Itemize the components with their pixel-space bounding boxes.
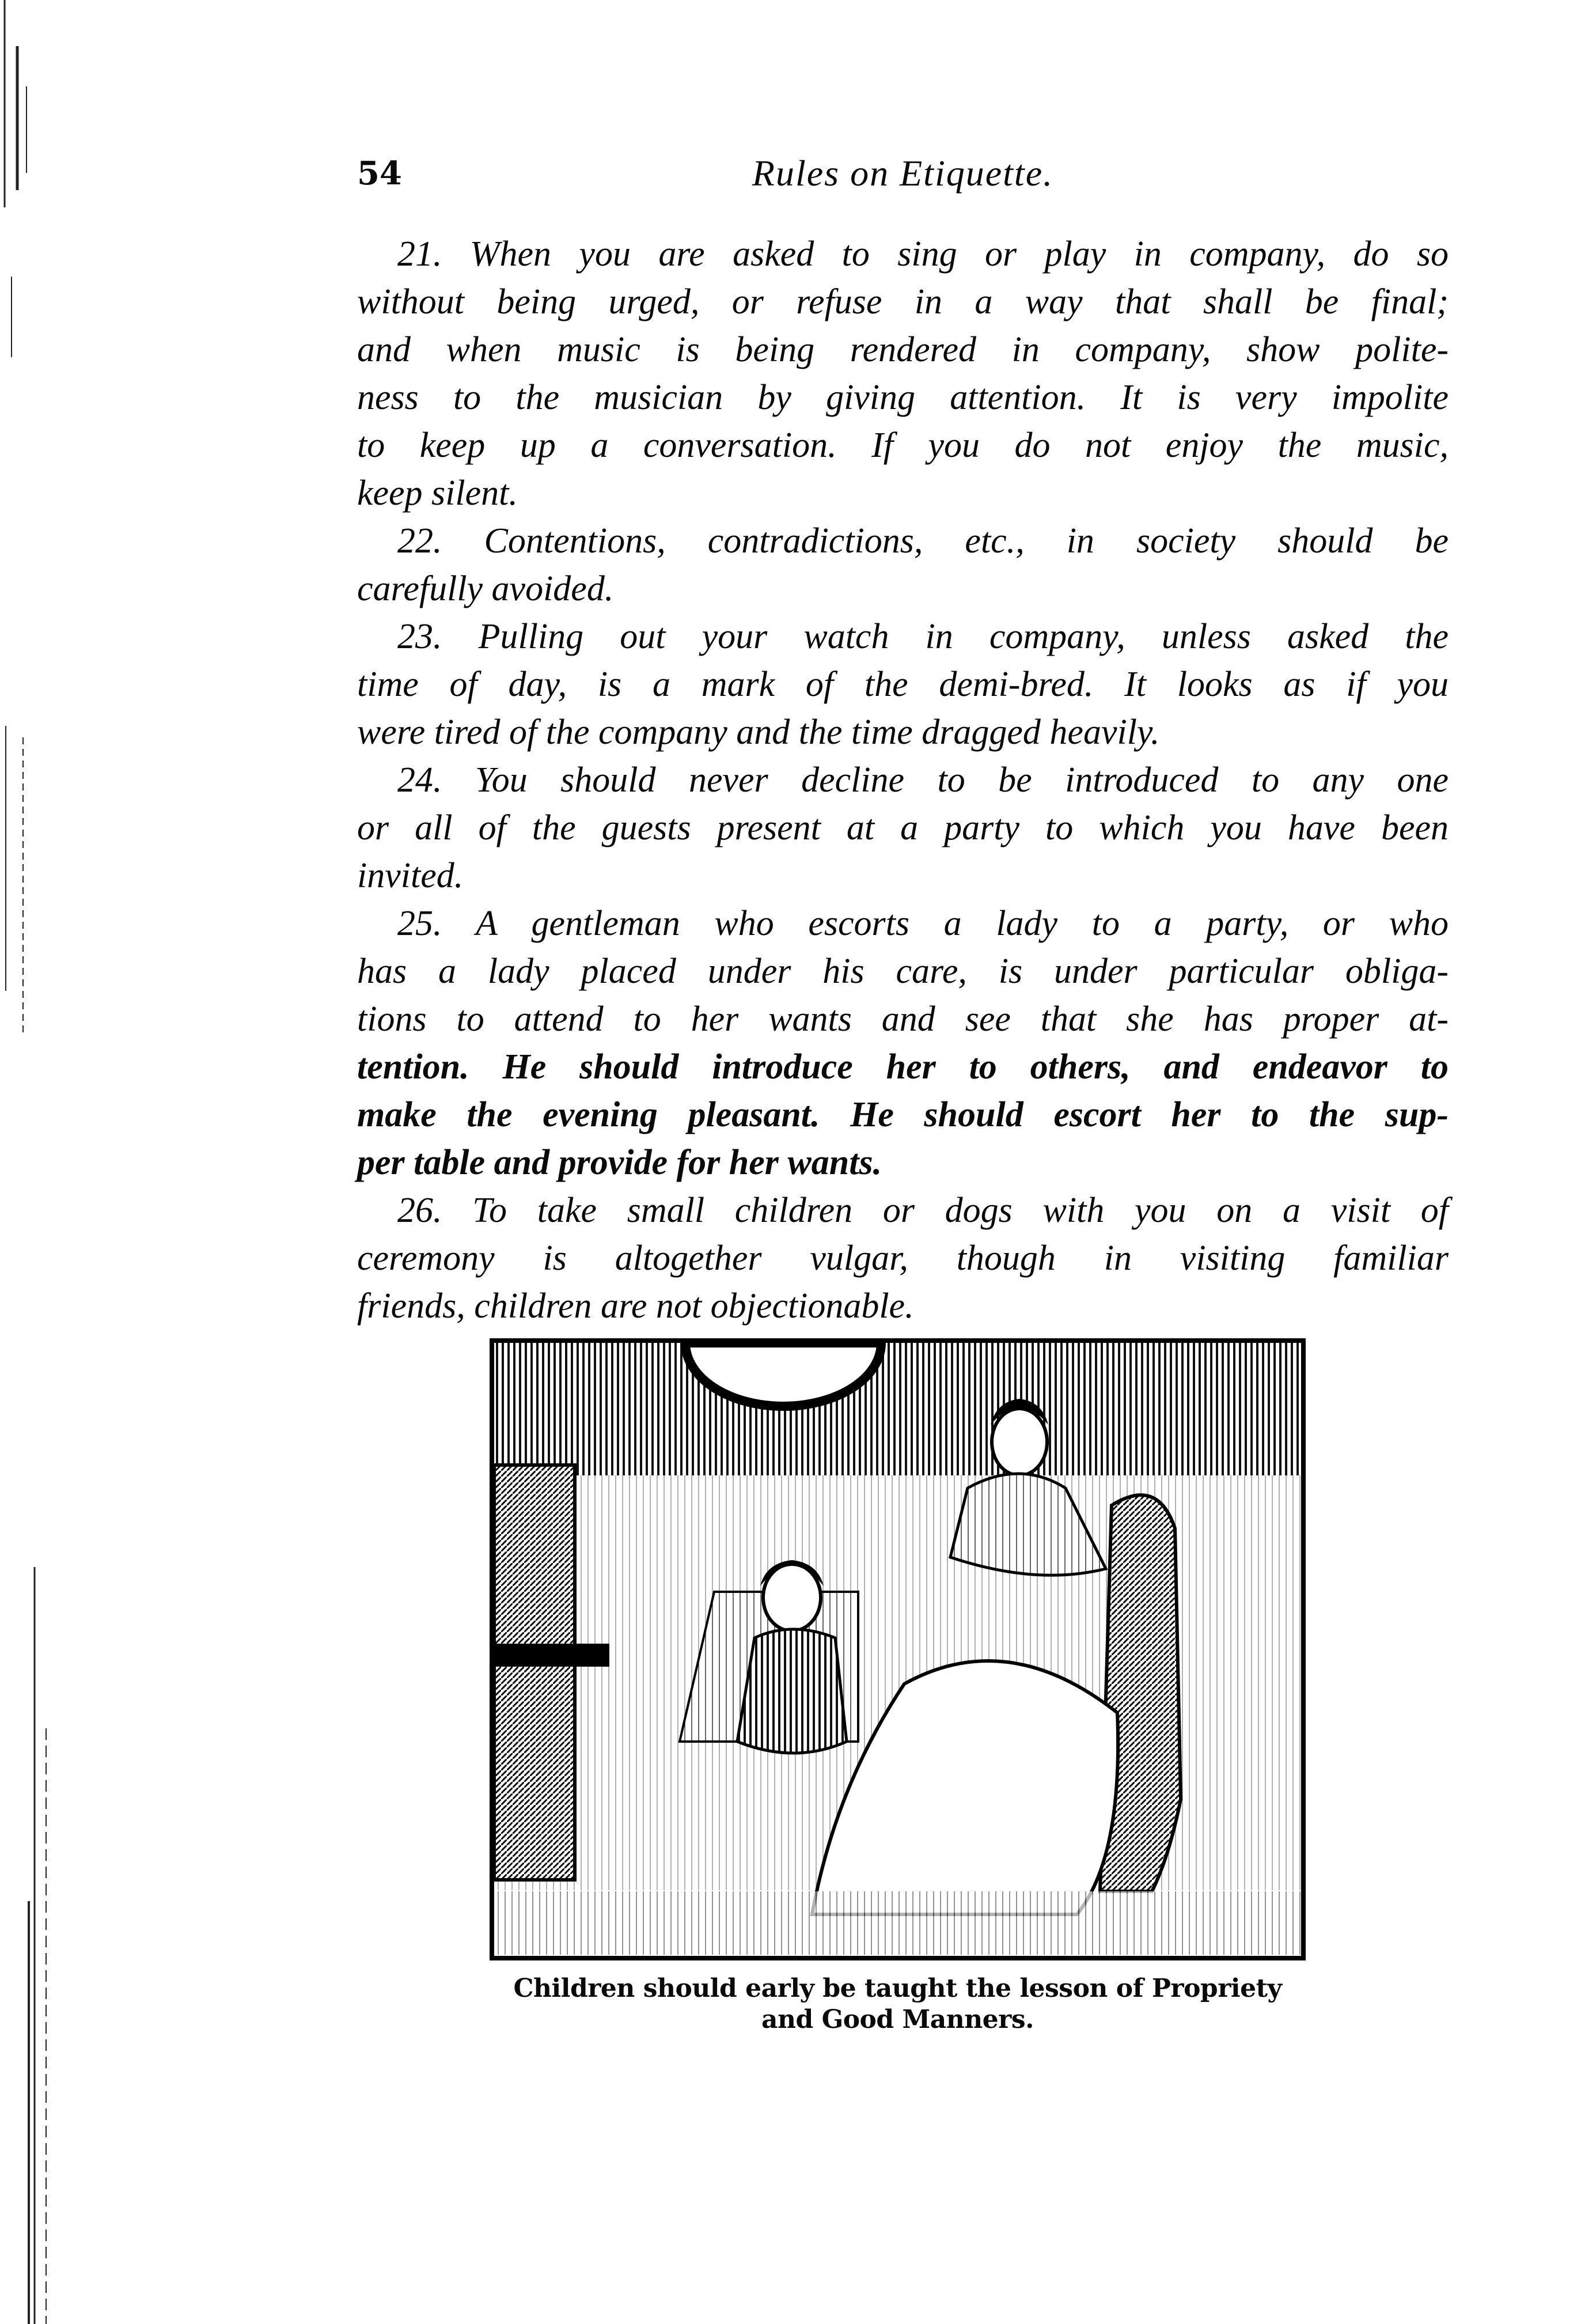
page-header	[357, 154, 1449, 200]
text-line: 24. You should never decline to be introduced to any one	[397, 760, 1449, 800]
paragraph-22	[357, 517, 1449, 613]
text-line: ceremony is altogether vulgar, though in visiting familiar	[357, 1239, 1449, 1278]
text-line: make the evening pleasant. He should escort her to the sup-	[357, 1095, 1449, 1134]
text-line: without being urged, or refuse in a way that shall be final;	[357, 282, 1449, 321]
text-line: invited.	[357, 856, 464, 895]
text-line: to keep up a conversation. If you do not enjoy the music,	[357, 426, 1449, 465]
text-line: 25. A gentleman who escorts a lady to a party, or who	[397, 904, 1449, 943]
child-body	[737, 1629, 847, 1753]
text-line: time of day, is a mark of the demi-bred. It looks as if you	[357, 665, 1449, 704]
figure-caption	[403, 1973, 1392, 2035]
text-line: and when music is being rendered in company, show polite-	[357, 330, 1449, 369]
caption-line: and Good Manners.	[761, 2005, 1034, 2034]
text-line: tention. He should introduce her to others, and endeavor to	[357, 1047, 1449, 1087]
scan-edge-noise	[0, 0, 81, 2324]
paragraph-23	[357, 613, 1449, 756]
body-text	[357, 230, 1449, 1330]
text-line: 23. Pulling out your watch in company, unless asked the	[397, 617, 1449, 656]
text-line: 21. When you are asked to sing or play in company, do so	[397, 234, 1449, 274]
child-head	[763, 1564, 821, 1631]
wall	[494, 1343, 1301, 1475]
caption-line: Children should early be taught the lesson of Propriety	[513, 1974, 1282, 2003]
illustration-mother-and-child	[490, 1338, 1306, 1960]
running-title: Rules on Etiquette.	[752, 153, 1054, 194]
text-line: per table and provide for her wants.	[357, 1143, 882, 1182]
text-line: carefully avoided.	[357, 569, 614, 608]
paragraph-21	[357, 230, 1449, 517]
text-line: ness to the musician by giving attention. It is very impolite	[357, 378, 1449, 417]
text-line: were tired of the company and the time dragged heavily.	[357, 713, 1160, 752]
text-line: tions to attend to her wants and see that she has proper at-	[357, 1000, 1449, 1039]
text-line: has a lady placed under his care, is under particular obliga-	[357, 952, 1449, 991]
piano	[494, 1465, 575, 1880]
text-line: 22. Contentions, contradictions, etc., in society should be	[397, 521, 1449, 561]
text-line: 26. To take small children or dogs with you on a visit of	[397, 1191, 1449, 1230]
woman-head	[992, 1409, 1047, 1475]
text-line: friends, children are not objectionable.	[357, 1286, 914, 1326]
floor	[494, 1891, 1301, 1955]
paragraph-24	[357, 756, 1449, 900]
paragraph-26	[357, 1187, 1449, 1330]
page-number: 54	[357, 154, 402, 192]
paragraph-25	[357, 900, 1449, 1187]
text-line: keep silent.	[357, 474, 518, 513]
text-line: or all of the guests present at a party to which you have been	[357, 808, 1449, 847]
